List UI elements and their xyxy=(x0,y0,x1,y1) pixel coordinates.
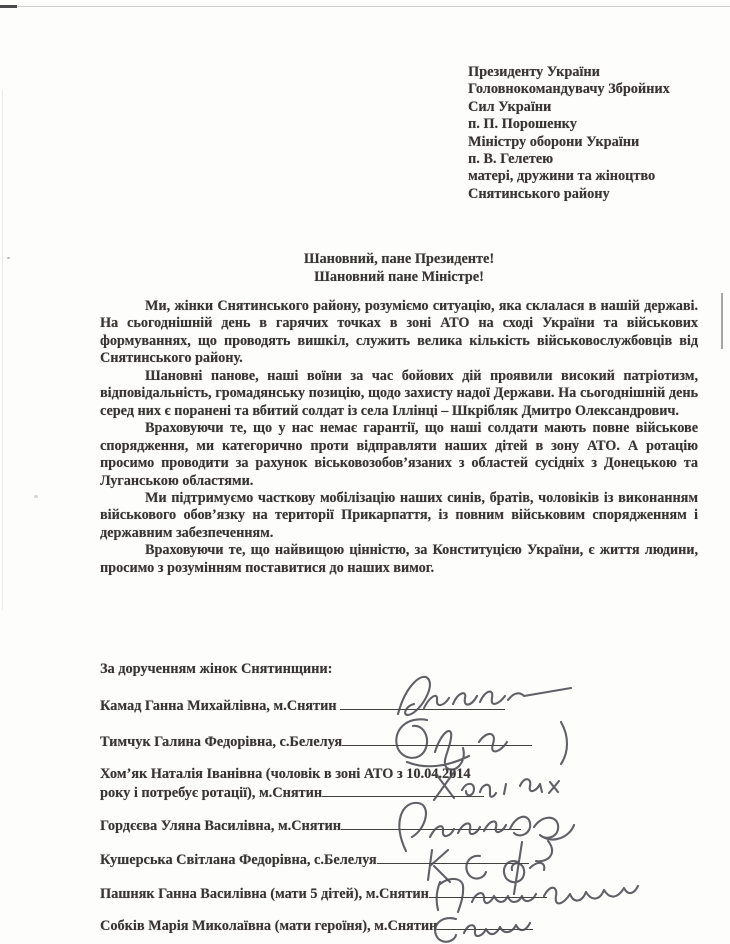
recipient-line: Сил України xyxy=(468,98,552,115)
signatory-name: Гордєєва Уляна Василівна, м.Снятин xyxy=(100,818,342,834)
letter-paragraph: Ми підтримуємо часткову мобілізацію наших синів, братів, чоловіків із виконанням військового обов’язку на території Прикарпаття, із повним військовим спорядженням і державним забезпеченням. xyxy=(100,489,698,541)
signatory-row-tymchuk xyxy=(100,733,532,752)
salutation-line: Шановний, пане Президенте! xyxy=(303,251,495,267)
letter-paragraph: Шановні панове, наші воїни за час бойових дій проявили високий патріотизм, відповідальність, громадянську позицію, щодо захисту надої Держави. На сьогоднішній день серед них є поранені та вбитий солдат із села Іллінці – Шкрібляк Дмитро Олександрович. xyxy=(100,367,698,419)
signature-line xyxy=(341,817,521,830)
recipient-line: Снятинського району xyxy=(468,185,610,202)
letter-paragraph: Враховуючи те, що у нас немає гарантії, що наші солдати мають повне військове спорядження, ми категорично проти відправляти наших дітей в зону АТО. А ротацію просимо проводити за рахунок віськовозобов’язаних з областей сусідніх з Донецькою та Луганською областями. xyxy=(100,420,698,489)
letter-paragraph: Ми, жінки Снятинського району, розуміємо ситуацію, яка склалася в нашій державі. На сьогоднішній день в гарячих точках в зоні АТО на сході України та військових формуваннях, що проводять вишкіл, служить велика кількість військовослужбовців від Снятинського району. xyxy=(100,298,698,367)
recipient-line: Головнокомандувачу Збройних xyxy=(468,81,670,98)
signatory-name: Пашняк Ганна Василівна (мати 5 дітей), м.Снятин xyxy=(100,886,429,902)
scan-speck xyxy=(7,257,10,259)
signature-line xyxy=(437,917,533,930)
signatory-name: Собків Марія Миколаївна (мати героїня), м.Снятин xyxy=(100,918,438,934)
signature-line xyxy=(429,885,547,898)
signatory-name: Кушерська Світлана Федорівна, с.Белелуя xyxy=(100,852,377,868)
scan-speck xyxy=(34,495,38,498)
signatory-row-khomiak xyxy=(100,766,578,802)
recipient-line: п. П. Порошенку xyxy=(468,116,577,133)
signatory-row-pashniak xyxy=(100,885,547,904)
signatory-row-hordeieva xyxy=(100,817,521,836)
signatory-name: Хом’як Наталія Іванівна (чоловік в зоні АТО з 10.04.2014 xyxy=(100,766,471,782)
signatory-name: Тимчук Галина Федорівна, с.Белелуя xyxy=(100,734,343,750)
signatory-name-continued: року і потребує ротації), м.Снятин xyxy=(100,784,323,801)
letter-body xyxy=(100,298,698,577)
signature-line xyxy=(340,697,505,710)
recipient-line: Президенту України xyxy=(468,64,600,80)
scan-artifact-left-line xyxy=(2,90,3,610)
signature-line xyxy=(322,784,484,797)
salutation-line: Шановний пане Міністре! xyxy=(314,268,484,285)
scan-artifact-right-line xyxy=(721,293,723,349)
recipient-address-block xyxy=(468,64,670,203)
signatory-row-kamad xyxy=(100,697,505,716)
signatory-row-sobkiv xyxy=(100,917,533,936)
recipient-line: матері, дружини та жіноцтво xyxy=(468,168,656,185)
salutation-block xyxy=(100,251,698,286)
recipient-line: Міністру оборони України xyxy=(468,133,640,150)
scan-artifact-top-dash xyxy=(0,5,17,8)
letter-paragraph: Враховуючи те, що найвищою цінністю, за Конституцією України, є життя людини, просимо з розумінням поставитися до наших вимог. xyxy=(100,542,698,576)
signatory-row-kusherska xyxy=(100,851,529,870)
closing-line: За дорученням жінок Снятинщини: xyxy=(100,661,333,677)
recipient-line: п. В. Гелетею xyxy=(468,151,554,168)
signature-line xyxy=(377,851,529,864)
signature-line xyxy=(342,733,532,746)
scan-artifact-top-line xyxy=(0,6,730,7)
signatory-name: Камад Ганна Михайлівна, м.Снятин xyxy=(100,698,341,714)
